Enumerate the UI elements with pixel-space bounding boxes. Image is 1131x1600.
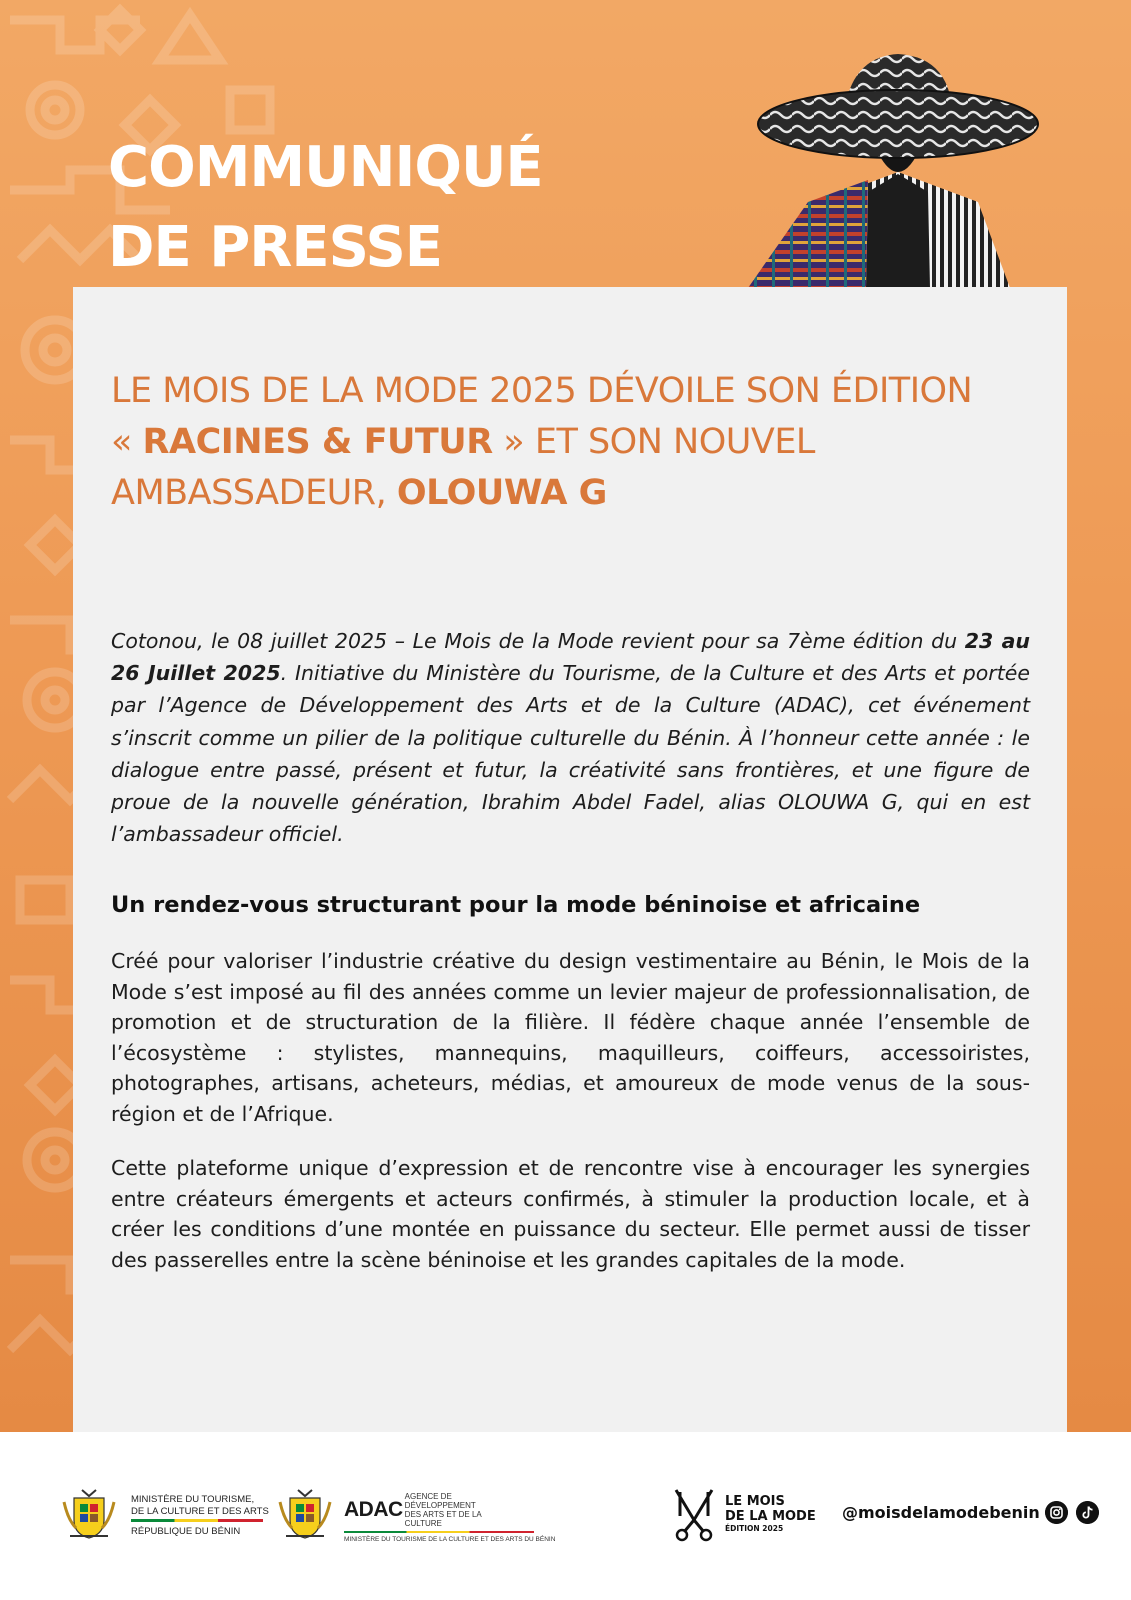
model-with-hat-image — [748, 52, 1048, 288]
mois-de-la-mode-logo-icon — [670, 1486, 718, 1542]
ministry-label — [131, 1494, 271, 1538]
ministry-country: RÉPUBLIQUE DU BÉNIN — [131, 1526, 241, 1537]
title-line-1: COMMUNIQUÉ — [108, 135, 543, 200]
lead-text-end: . Initiative du Ministère du Tourisme, de la Culture et des Arts et portée par l’Agence de Développement des Arts et de la Culture (ADAC), cet événement s’inscrit comme un pilier de la politique culturelle du Bénin. À l’honneur cette année : le dialogue entre passé, présent et futur, la créativité sans frontières, et une figure de proue de la nouvelle génération, Ibrahim Abdel Fadel, alias OLOUWA G, qui en est l’ambassadeur officiel. — [111, 661, 1030, 847]
flag-divider — [131, 1519, 263, 1522]
headline-edition-name: RACINES & FUTUR — [142, 422, 493, 462]
adac-desc-line-1: AGENCE DE DÉVELOPPEMENT — [404, 1492, 476, 1510]
benin-crest-logo-2 — [276, 1486, 334, 1544]
tiktok-icon[interactable] — [1076, 1501, 1099, 1524]
lead-text-start: Cotonou, le 08 juillet 2025 – Le Mois de la Mode revient pour sa 7ème édition du — [111, 629, 965, 653]
mois-de-la-mode-wordmark — [725, 1494, 816, 1534]
lead-dates: 23 au 26 Juillet 2025 — [111, 629, 1030, 686]
adac-desc-line-2: DES ARTS ET DE LA CULTURE — [404, 1510, 482, 1528]
press-headline — [111, 366, 1041, 519]
page-title — [108, 128, 543, 288]
mdm-line-1: LE MOIS — [725, 1494, 785, 1509]
headline-quote-open: « — [111, 422, 143, 462]
benin-crest-logo — [60, 1486, 118, 1544]
body-paragraph-2: Cette plateforme unique d’expression et de rencontre vise à encourager les synergies entre créateurs émergents et acteurs confirmés, à stimuler la production locale, et à créer les conditions d’une montée en puissance du secteur. Elle permet aussi de tisser des passerelles entre la scène béninoise et les grandes capitales de la mode. — [111, 1156, 1030, 1272]
adac-logo — [344, 1492, 556, 1543]
social-handle[interactable]: @moisdelamodebenin — [842, 1503, 1040, 1522]
headline-line-2 — [111, 417, 1041, 468]
headline-ambassador-name: OLOUWA G — [396, 473, 607, 513]
title-line-2: DE PRESSE — [108, 215, 443, 280]
ministry-line-2: DE LA CULTURE ET DES ARTS — [131, 1505, 269, 1517]
ministry-line-1: MINISTÈRE DU TOURISME, — [131, 1494, 255, 1505]
lead-paragraph — [111, 625, 1030, 850]
mdm-line-2: DE LA MODE — [725, 1509, 816, 1524]
headline-ambassador-label: AMBASSADEUR, — [111, 473, 397, 513]
section-heading: Un rendez-vous structurant pour la mode béninoise et africaine — [111, 892, 921, 918]
headline-line-1: LE MOIS DE LA MODE 2025 DÉVOILE SON ÉDITION — [111, 371, 973, 411]
mdm-edition: ÉDITION 2025 — [725, 1524, 784, 1533]
body-paragraph-1: Créé pour valoriser l’industrie créative du design vestimentaire au Bénin, le Mois de la Mode s’est imposé au fil des années comme un levier majeur de professionnalisation, de promotion et de structuration de la filière. Il fédère chaque année l’ensemble de l’écosystème : stylistes, mannequins, maquilleurs, coiffeurs, accessoiristes, photographes, artisans, acheteurs, médias, et amoureux de mode venus de la sous-région et de l’Afrique. — [111, 949, 1030, 1126]
headline-line-3 — [111, 468, 1041, 519]
adac-wordmark: ADAC — [344, 1498, 403, 1521]
instagram-icon[interactable] — [1045, 1501, 1068, 1524]
headline-quote-close: » ET SON NOUVEL — [492, 422, 815, 462]
adac-flag-line — [344, 1531, 534, 1533]
adac-subtitle: MINISTÈRE DU TOURISME DE LA CULTURE ET DES ARTS DU BÉNIN — [344, 1536, 556, 1543]
adac-description — [405, 1492, 515, 1528]
